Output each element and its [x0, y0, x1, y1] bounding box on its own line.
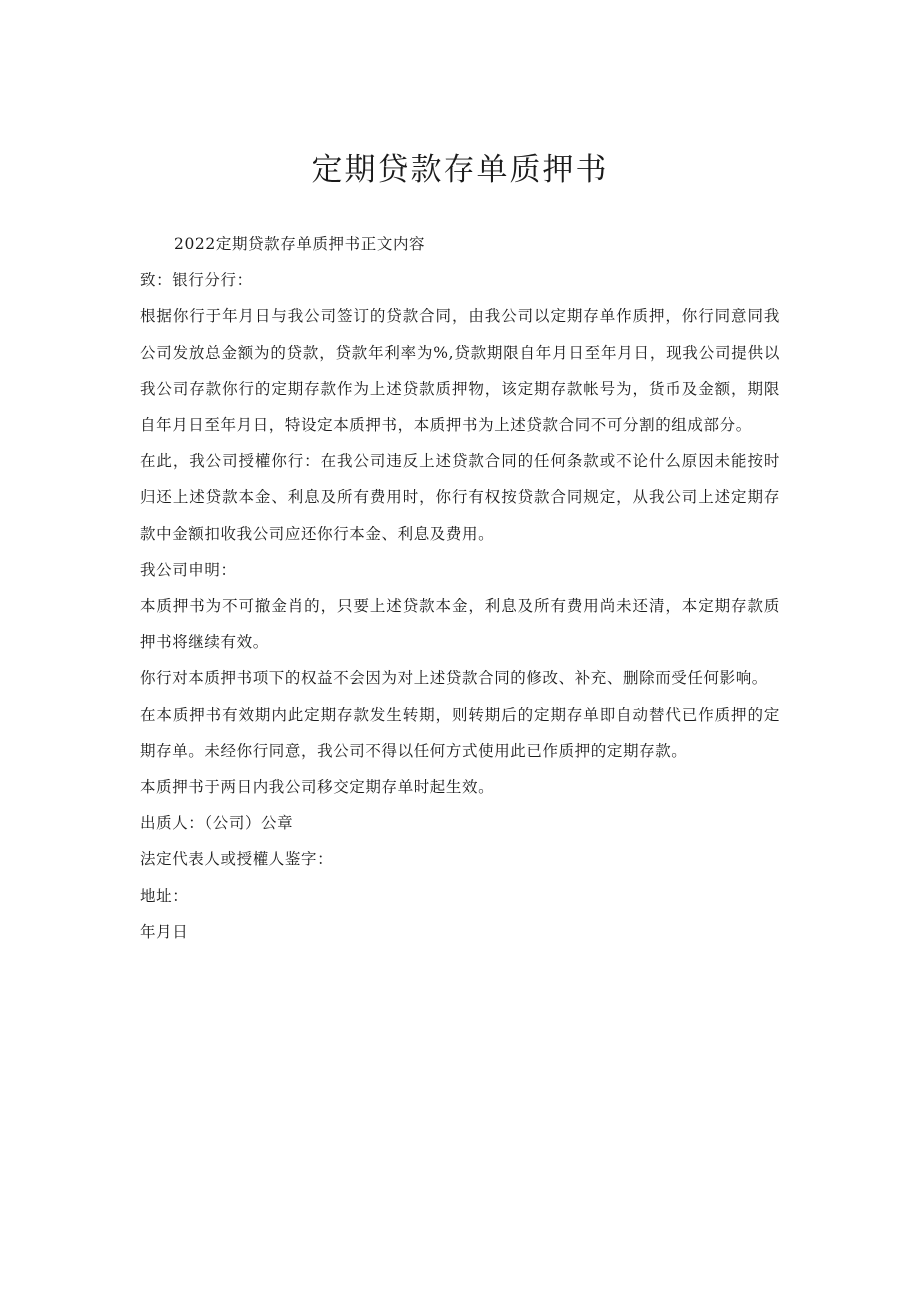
- document-title: 定期贷款存单质押书: [311, 152, 609, 188]
- document-subtitle: 2022定期贷款存单质押书正文内容: [174, 235, 426, 253]
- pledgor-line: 出质人：（公司）公章: [140, 814, 294, 833]
- paragraph-irrevocable: 本质押书为不可撤金肖的，只要上述贷款本金，利息及所有费用尚未还清，本定期存款质押书将继续有效。: [140, 597, 780, 652]
- address-line: 地址：: [140, 886, 189, 905]
- date-line: 年月日: [140, 922, 189, 941]
- representative-signature-line: 法定代表人或授權人鉴字：: [140, 850, 334, 869]
- paragraph-authorization: 在此，我公司授權你行：在我公司违反上述贷款合同的任何条款或不论什么原因未能按时归还上述贷款本金、利息及所有费用时，你行有权按贷款合同规定，从我公司上述定期存款中金额扣收我公司应还你行本金、利息及费用。: [140, 452, 780, 543]
- paragraph-rights: 你行对本质押书项下的权益不会因为对上述贷款合同的修改、补充、删除而受任何影响。: [140, 669, 768, 688]
- declaration-heading: 我公司申明：: [140, 560, 237, 579]
- paragraph-rollover: 在本质押书有效期内此定期存款发生转期，则转期后的定期存单即自动替代已作质押的定期存单。未经你行同意，我公司不得以任何方式使用此已作质押的定期存款。: [140, 705, 780, 760]
- document-body: [140, 226, 780, 950]
- paragraph-effective: 本质押书于两日内我公司移交定期存单时起生效。: [140, 778, 495, 797]
- addressee-line: 致：银行分行：: [140, 271, 253, 290]
- paragraph-loan-contract: 根据你行于年月日与我公司签订的贷款合同，由我公司以定期存单作质押，你行同意同我公司发放总金额为的贷款，贷款年利率为%,贷款期限自年月日至年月日，现我公司提供以我公司存款你行的定期存款作为上述贷款质押物，该定期存款帐号为，货币及金额，期限自年月日至年月日，特设定本质押书，本质押书为上述贷款合同不可分割的组成部分。: [140, 307, 780, 435]
